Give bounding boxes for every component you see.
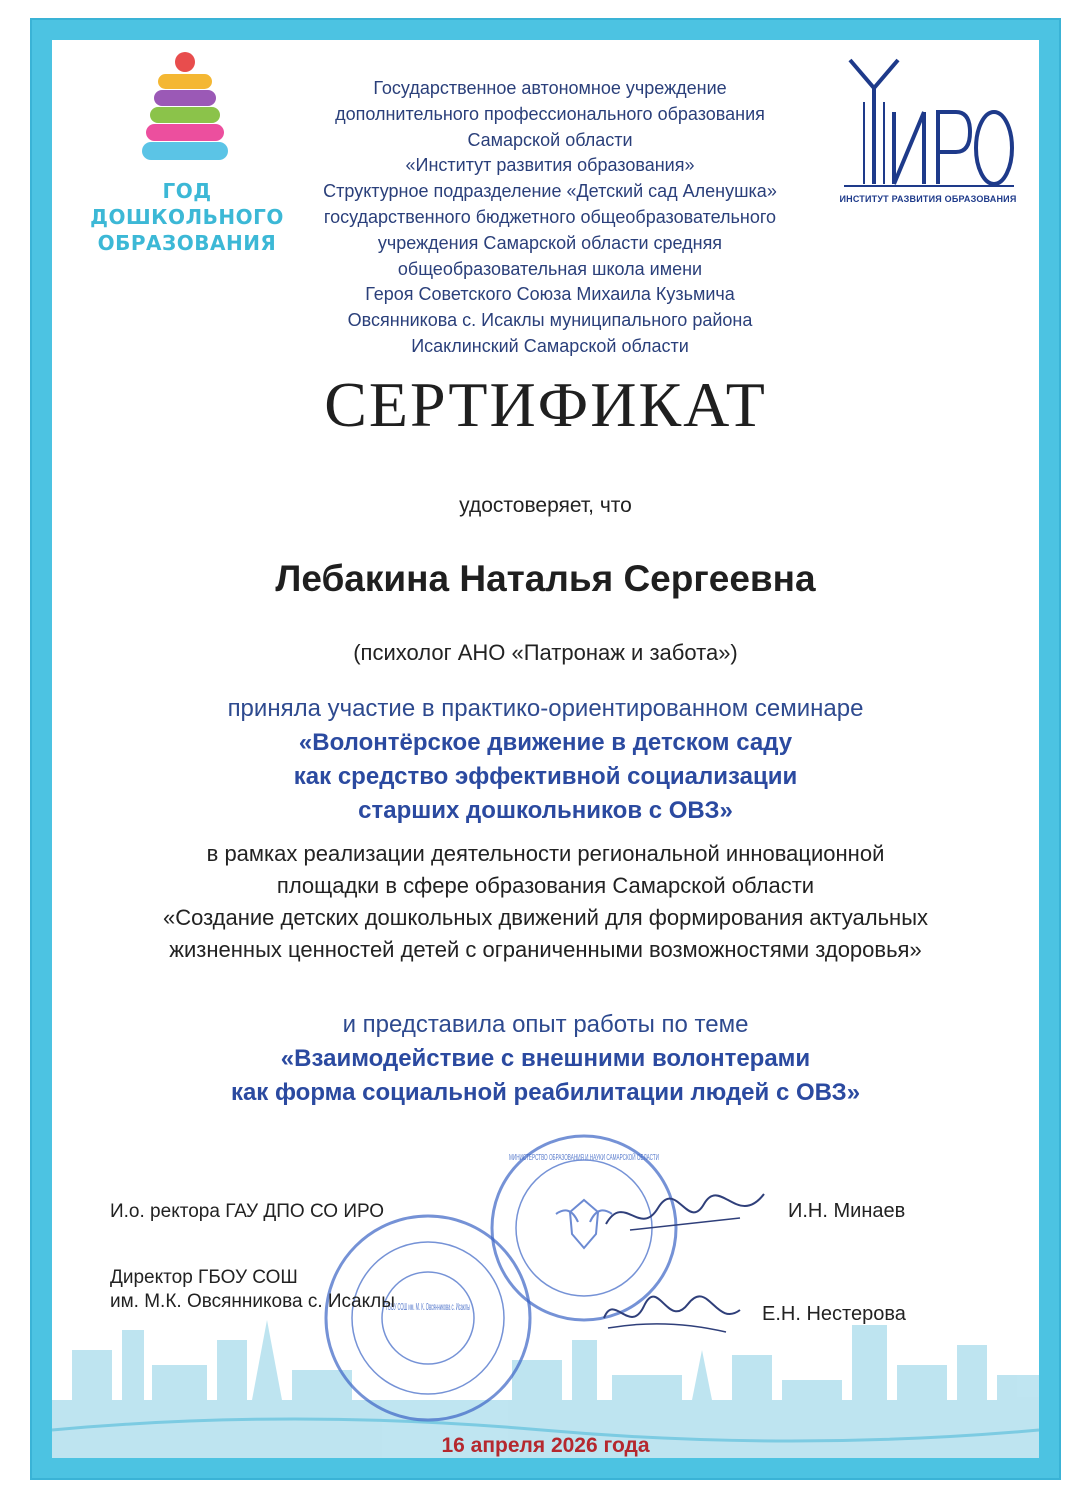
organization-header	[290, 76, 810, 360]
experience-block	[60, 1008, 1031, 1110]
issue-date: 16 апреля 2026 года	[441, 1434, 650, 1457]
iro-logo	[838, 52, 1018, 212]
rector-title: И.о. ректора ГАУ ДПО СО ИРО	[110, 1201, 385, 1222]
org-line: государственного бюджетного общеобразовательного	[323, 206, 777, 227]
logo-caption-line: ГОД ДОШКОЛЬНОГО	[90, 179, 284, 229]
stamp-ring-text: МИНИСТЕРСТВО ОБРАЗОВАНИЯ И НАУКИ САМАРСКОЙ ОБЛАСТИ	[509, 1153, 660, 1162]
preschool-year-caption	[62, 178, 312, 256]
context-line: «Создание детских дошкольных движений для формирования актуальных	[162, 905, 929, 930]
certificate-title: СЕРТИФИКАТ	[324, 369, 767, 440]
seminar-block	[60, 692, 1031, 828]
org-line: Структурное подразделение «Детский сад Аленушка»	[323, 181, 777, 202]
experience-topic-line: «Взаимодействие с внешними волонтерами	[280, 1045, 811, 1072]
org-line: дополнительного профессионального образования	[335, 103, 765, 124]
org-line: «Институт развития образования»	[405, 155, 695, 176]
director-title-line: Директор ГБОУ СОШ	[110, 1267, 298, 1288]
org-line: учреждения Самарской области средняя	[377, 232, 723, 253]
stamp-center-text: ГБОУ СОШ им. М. К. Овсянникова с. Исаклы	[386, 1302, 470, 1313]
director-title-line: им. М.К. Овсянникова с. Исаклы	[110, 1291, 395, 1312]
iro-emblem-icon	[838, 52, 1018, 192]
experience-intro: и представила опыт работы по теме	[342, 1011, 749, 1038]
context-line: жизненных ценностей детей с ограниченными возможностями здоровья»	[169, 937, 922, 962]
director-name: Е.Н. Нестерова	[762, 1303, 906, 1325]
pyramid-toy-icon	[62, 50, 312, 180]
seminar-title-line: «Волонтёрское движение в детском саду	[298, 729, 793, 756]
context-line: в рамках реализации деятельности региональной инновационной	[206, 841, 885, 866]
logo-caption-line: ОБРАЗОВАНИЯ	[97, 231, 277, 255]
experience-topic-line: как форма социальной реабилитации людей с ОВЗ»	[230, 1079, 861, 1106]
seminar-context	[60, 838, 1031, 966]
director-title	[110, 1266, 395, 1314]
org-line: Исаклинский Самарской области	[411, 335, 689, 356]
org-line: Самарской области	[467, 129, 633, 150]
seminar-title-line: старших дошкольников с ОВЗ»	[358, 797, 733, 824]
preschool-year-logo	[62, 50, 312, 255]
org-line: Героя Советского Союза Михаила Кузьмича	[365, 284, 735, 305]
person-name: Лебакина Наталья Сергеевна	[275, 558, 816, 599]
org-line: Государственное автономное учреждение	[373, 78, 727, 98]
rector-name: И.Н. Минаев	[788, 1200, 906, 1222]
director-signature	[596, 1288, 746, 1340]
certifies-text: удостоверяет, что	[459, 494, 632, 517]
seminar-intro: приняла участие в практико-ориентированном семинаре	[227, 695, 864, 722]
seminar-title-line: как средство эффективной социализации	[293, 763, 798, 790]
rector-signature	[600, 1184, 770, 1244]
org-line: Овсянникова с. Исаклы муниципального района	[347, 310, 753, 331]
org-line: общеобразовательная школа имени	[397, 258, 703, 279]
context-line: площадки в сфере образования Самарской области	[276, 873, 815, 898]
person-position: (психолог АНО «Патронаж и забота»)	[353, 640, 738, 665]
iro-caption: ИНСТИТУТ РАЗВИТИЯ ОБРАЗОВАНИЯ	[839, 194, 1017, 204]
